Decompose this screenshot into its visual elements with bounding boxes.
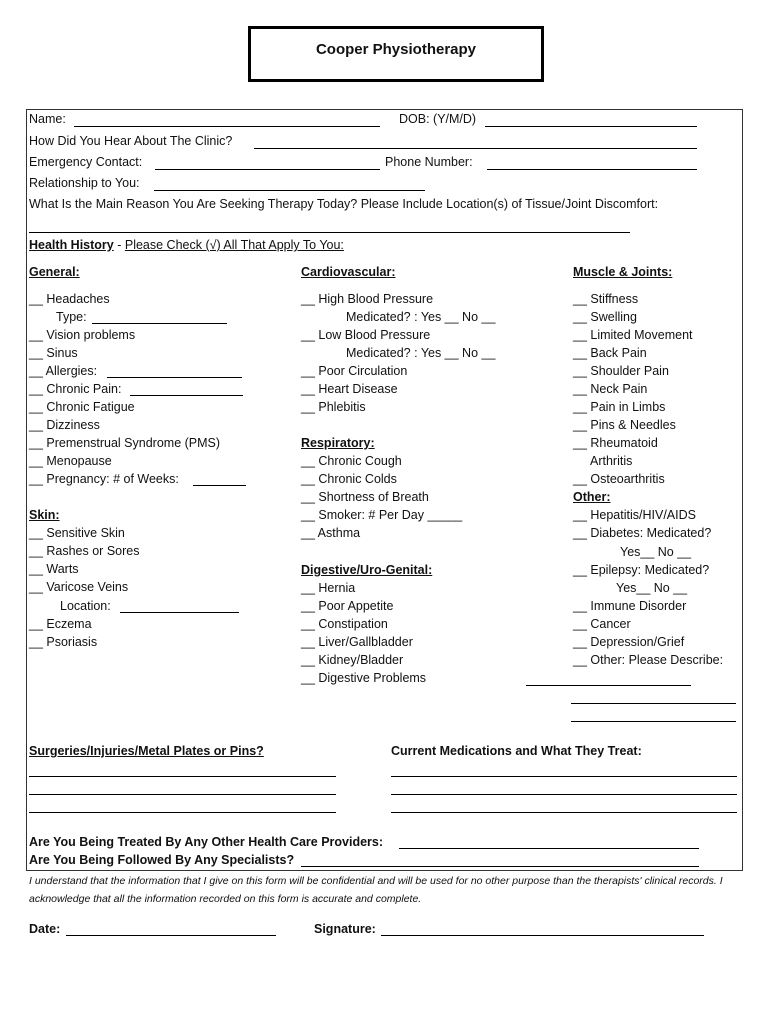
checklist-item[interactable]: __ Asthma [301,526,361,540]
emergency-field[interactable] [155,169,380,170]
checklist-item[interactable]: __ Hepatitis/HIV/AIDS [573,508,696,522]
muscle-joints-heading: Muscle & Joints: [573,265,673,279]
checklist-item[interactable]: __ Other: Please Describe: [573,653,724,667]
checklist-item[interactable]: __ Chronic Pain: [29,382,122,396]
date-field[interactable] [66,935,276,936]
checklist-item[interactable]: __ Sensitive Skin [29,526,125,540]
pregnancy-weeks-field[interactable] [193,485,246,486]
checklist-item[interactable]: __ Warts [29,562,79,576]
checklist-item[interactable]: __ Eczema [29,617,92,631]
checklist-item[interactable]: __ Low Blood Pressure [301,328,431,342]
general-heading: General: [29,265,80,279]
skin-heading: Skin: [29,508,60,522]
checklist-item[interactable]: __ Limited Movement [573,328,693,342]
checklist-item[interactable]: __ Liver/Gallbladder [301,635,413,649]
providers-field[interactable] [399,848,699,849]
checklist-item[interactable]: __ Pins & Needles [573,418,676,432]
consent-notice: I understand that the information that I give on this form will be confidential and will be used for no other purpose than the therapists' clinical records. I acknowledge that all the information recorded on this form is accurate and complete. [29,875,723,905]
checklist-item[interactable]: __ Rashes or Sores [29,544,140,558]
reason-label: What Is the Main Reason You Are Seeking Therapy Today? Please Include Location(s) of Tissue/Joint Discomfort: [29,197,659,211]
medications-field-3[interactable] [391,812,737,813]
health-history-separator: - [113,238,125,252]
checklist-item[interactable]: __ Poor Circulation [301,364,408,378]
surgeries-field-3[interactable] [29,812,336,813]
checklist-item[interactable]: __ Allergies: [29,364,98,378]
checklist-item[interactable]: __ Rheumatoid [573,436,658,450]
checklist-item[interactable]: __ Shoulder Pain [573,364,669,378]
checklist-item[interactable]: __ Stiffness [573,292,639,306]
checklist-item[interactable]: Yes__ No __ [616,581,688,595]
checklist-item[interactable]: __ Poor Appetite [301,599,394,613]
name-label: Name: [29,112,66,126]
checklist-item[interactable]: __ Psoriasis [29,635,98,649]
checklist-item[interactable]: Medicated? : Yes __ No __ [346,310,496,324]
medications-heading: Current Medications and What They Treat: [391,744,642,758]
checklist-item[interactable]: __ Phlebitis [301,400,366,414]
phone-field[interactable] [487,169,697,170]
digestive-heading: Digestive/Uro-Genital: [301,563,433,577]
specialists-field[interactable] [301,866,699,867]
checklist-item[interactable]: __ Neck Pain [573,382,648,396]
other-describe-field-2[interactable] [571,703,736,704]
specialists-label: Are You Being Followed By Any Specialists? [29,853,295,867]
other-heading: Other: [573,490,611,504]
checklist-item: Type: [56,310,87,324]
checklist-item[interactable]: Yes__ No __ [620,545,692,559]
checklist-item[interactable]: __ Headaches [29,292,110,306]
phone-label: Phone Number: [385,155,473,169]
checklist-item[interactable]: __ Diabetes: Medicated? [573,526,712,540]
emergency-label: Emergency Contact: [29,155,143,169]
checklist-item[interactable]: __ Dizziness [29,418,100,432]
checklist-item[interactable]: __ Immune Disorder [573,599,687,613]
date-label: Date: [29,922,61,936]
dob-label: DOB: (Y/M/D) [399,112,477,126]
checklist-item[interactable]: __ Sinus [29,346,78,360]
varicose-location-field[interactable] [120,612,239,613]
surgeries-heading: Surgeries/Injuries/Metal Plates or Pins? [29,744,264,758]
checklist-item[interactable]: __ Cancer [573,617,631,631]
checklist-item[interactable]: __ Constipation [301,617,388,631]
checklist-item[interactable]: __ Back Pain [573,346,647,360]
surgeries-field-1[interactable] [29,776,336,777]
name-field[interactable] [74,126,380,127]
checklist-item[interactable]: __ Smoker: # Per Day _____ [301,508,463,522]
headache-type-field[interactable] [92,323,227,324]
other-describe-field-1[interactable] [526,685,691,686]
health-history-instruction: Please Check (√) All That Apply To You: [124,238,344,252]
checklist-item[interactable]: __ Depression/Grief [573,635,685,649]
checklist-item[interactable]: __ Pain in Limbs [573,400,666,414]
signature-label: Signature: [314,922,376,936]
relationship-field[interactable] [154,190,425,191]
checklist-item[interactable]: __ Vision problems [29,328,136,342]
health-history-title: Health History [29,238,114,252]
checklist-item[interactable]: __ Kidney/Bladder [301,653,404,667]
cardiovascular-heading: Cardiovascular: [301,265,396,279]
health-history-heading [29,236,344,254]
checklist-item[interactable]: __ Digestive Problems [301,671,427,685]
checklist-item[interactable]: __ Hernia [301,581,356,595]
checklist-item[interactable]: Medicated? : Yes __ No __ [346,346,496,360]
form-title: Cooper Physiotherapy [315,41,477,58]
checklist-item[interactable]: __ Epilepsy: Medicated? [573,563,710,577]
allergies-field[interactable] [107,377,242,378]
respiratory-heading: Respiratory: [301,436,375,450]
reason-field[interactable] [29,232,630,233]
checklist-item[interactable]: __ Varicose Veins [29,580,129,594]
checklist-item[interactable]: __ Shortness of Breath [301,490,429,504]
checklist-item[interactable]: __ Premenstrual Syndrome (PMS) [29,436,221,450]
checklist-item[interactable]: __ Osteoarthritis [573,472,665,486]
checklist-item[interactable]: __ Swelling [573,310,637,324]
checklist-item[interactable]: __ Menopause [29,454,112,468]
hear-label: How Did You Hear About The Clinic? [29,134,233,148]
dob-field[interactable] [485,126,697,127]
title-box [248,26,544,82]
signature-field[interactable] [381,935,704,936]
checklist-item: Arthritis [590,454,633,468]
other-describe-field-3[interactable] [571,721,736,722]
checklist-item[interactable]: __ High Blood Pressure [301,292,434,306]
relationship-label: Relationship to You: [29,176,140,190]
chronic-pain-field[interactable] [130,395,243,396]
checklist-item: Location: [60,599,111,613]
checklist-item[interactable]: __ Chronic Fatigue [29,400,135,414]
checklist-item[interactable]: __ Chronic Cough [301,454,402,468]
checklist-item[interactable]: __ Chronic Colds [301,472,397,486]
checklist-item[interactable]: __ Pregnancy: # of Weeks: [29,472,179,486]
surgeries-field-2[interactable] [29,794,336,795]
medications-field-2[interactable] [391,794,737,795]
medications-field-1[interactable] [391,776,737,777]
providers-label: Are You Being Treated By Any Other Health Care Providers: [29,835,384,849]
hear-field[interactable] [254,148,697,149]
checklist-item[interactable]: __ Heart Disease [301,382,398,396]
